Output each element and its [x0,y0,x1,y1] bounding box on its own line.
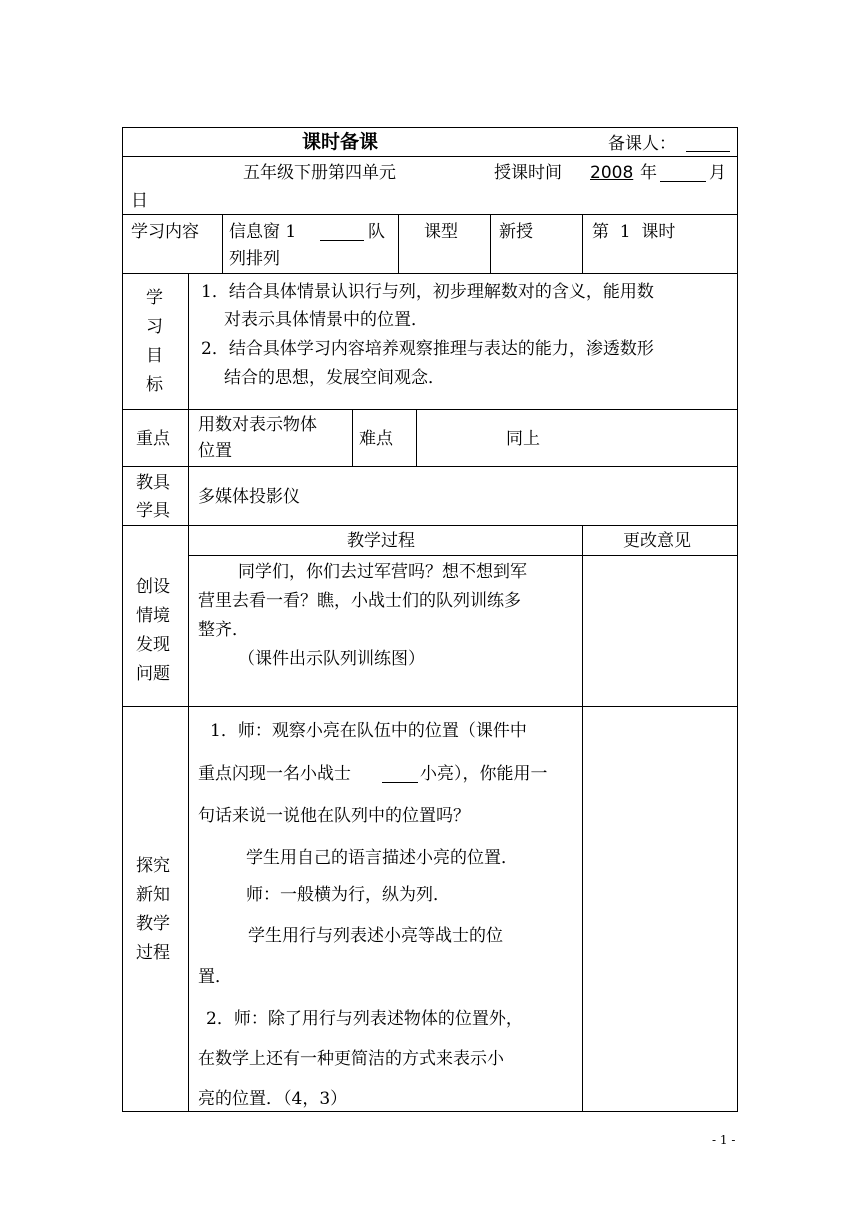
preparer-blank[interactable] [686,133,730,152]
section2-line: 在数学上还有一种更简洁的方式来表示小 [198,1049,504,1069]
keypoint-value-line2: 位置 [198,441,232,461]
section1-label: 发现 [136,635,170,655]
section2-line: 学生用行与列表述小亮等战士的位 [248,926,503,946]
content-line1-suffix: 队 [368,222,385,242]
difficulty-label: 难点 [359,429,393,449]
goal-line: 对表示具体情景中的位置． [224,310,428,330]
section1-line: 整齐． [198,620,249,640]
goals-label-char: 标 [146,375,163,395]
type-value: 新授 [499,222,533,242]
content-line1-prefix: 信息窗 1 [229,222,297,242]
keypoint-label: 重点 [136,429,170,449]
process-header: 教学过程 [347,531,415,551]
page-number: - 1 - [712,1133,736,1147]
content-label: 学习内容 [131,222,199,242]
section2-line: 学生用自己的语言描述小亮的位置． [246,848,518,868]
content-blank [320,222,364,241]
section2-line: 句话来说一说他在队列中的位置吗？ [198,806,470,826]
section2-label: 探究 [136,856,170,876]
section2-line: 置． [198,967,232,987]
section2-line: 小亮），你能用一 [420,764,548,784]
section1-label: 问题 [136,664,170,684]
tools-label-line1: 教具 [136,473,170,493]
year-value: 2008 [590,163,634,183]
section2-line: 亮的位置．（4，3） [198,1089,348,1109]
section1-line: （课件出示队列训练图） [238,649,425,669]
section1-line: 营里去看一看？瞧，小战士们的队列训练多 [198,591,521,611]
tools-value: 多媒体投影仪 [198,487,300,507]
period-text: 第 1 课时 [592,222,676,242]
goal-line: 1．结合具体情景认识行与列，初步理解数对的含义，能用数 [201,282,654,302]
goals-label-char: 学 [146,288,163,308]
goal-line: 结合的思想，发展空间观念． [224,368,445,388]
keypoint-value-line1: 用数对表示物体 [198,415,317,435]
month-suffix: 月 [709,163,726,183]
time-label: 授课时间 [494,163,562,183]
document-title: 课时备课 [302,131,379,153]
preparer-label: 备课人： [608,134,676,154]
section2-label: 教学 [136,914,170,934]
section2-label: 新知 [136,885,170,905]
soldier-blank [382,764,418,783]
goals-label-char: 目 [146,346,163,366]
changes-header: 更改意见 [623,531,691,551]
section2-label: 过程 [136,943,170,963]
goals-label-char: 习 [146,317,163,337]
section2-line: 2．师：除了用行与列表述物体的位置外， [206,1009,523,1029]
month-blank[interactable] [660,163,706,182]
year-suffix: 年 [640,163,657,183]
day-label: 日 [131,191,148,211]
section2-line: 师：一般横为行，纵为列． [246,885,450,905]
section1-line: 同学们，你们去过军营吗？想不想到军 [238,562,527,582]
section1-label: 创设 [136,577,170,597]
goal-line: 2．结合具体学习内容培养观察推理与表达的能力，渗透数形 [201,339,654,359]
section2-line: 1．师：观察小亮在队伍中的位置（课件中 [210,721,527,741]
section2-line: 重点闪现一名小战士 [198,764,351,784]
tools-label-line2: 学具 [136,501,170,521]
content-line2: 列排列 [229,249,280,269]
section1-label: 情境 [136,606,170,626]
type-label: 课型 [424,222,458,242]
unit-text: 五年级下册第四单元 [243,163,396,183]
difficulty-value: 同上 [506,429,540,449]
